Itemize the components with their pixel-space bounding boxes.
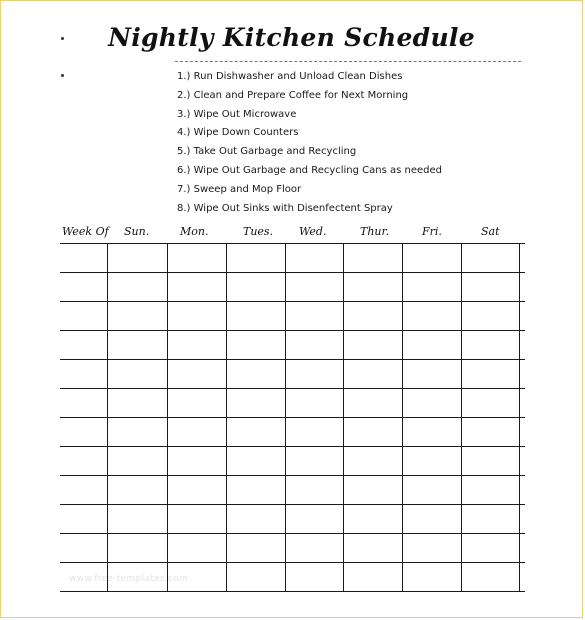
- grid-row-line: [60, 417, 525, 418]
- schedule-grid: [60, 243, 525, 593]
- grid-column-line: [343, 243, 344, 592]
- grid-column-line: [461, 243, 462, 592]
- task-item: 2.) Clean and Prepare Coffee for Next Morning: [177, 89, 409, 101]
- grid-row-line: [60, 533, 525, 534]
- column-header-sun: Sun.: [124, 225, 150, 238]
- grid-row-line: [60, 475, 525, 476]
- grid-column-line: [107, 243, 108, 592]
- grid-column-line: [519, 243, 520, 592]
- grid-column-line: [285, 243, 286, 592]
- task-item: 7.) Sweep and Mop Floor: [177, 183, 302, 195]
- column-header-thur: Thur.: [360, 225, 390, 238]
- title-divider: [175, 61, 521, 62]
- column-header-fri: Fri.: [422, 225, 442, 238]
- schedule-header-row: [60, 225, 524, 243]
- task-item: 3.) Wipe Out Microwave: [177, 108, 297, 120]
- watermark-text: www.free-templates.com: [69, 574, 189, 584]
- task-item: 5.) Take Out Garbage and Recycling: [177, 146, 357, 158]
- grid-row-line: [60, 504, 525, 505]
- column-header-sat: Sat: [481, 225, 500, 238]
- task-item: 8.) Wipe Out Sinks with Disenfectent Spray: [177, 202, 393, 214]
- grid-column-line: [226, 243, 227, 592]
- column-header-mon: Mon.: [180, 225, 209, 238]
- task-item: 4.) Wipe Down Counters: [177, 127, 299, 139]
- grid-row-line: [60, 330, 525, 331]
- grid-row-line: [60, 562, 525, 563]
- grid-row-line: [60, 359, 525, 360]
- column-header-wed: Wed.: [299, 225, 327, 238]
- grid-row-line: [60, 301, 525, 302]
- grid-row-line: [60, 591, 525, 592]
- column-header-tues: Tues.: [243, 225, 274, 238]
- grid-row-line: [60, 243, 525, 244]
- grid-row-line: [60, 446, 525, 447]
- grid-row-line: [60, 272, 525, 273]
- grid-column-line: [167, 243, 168, 592]
- task-list: [177, 68, 442, 218]
- speck-mark: [61, 37, 64, 40]
- page-title: Nightly Kitchen Schedule: [108, 23, 475, 52]
- column-header-week-of: Week Of: [62, 225, 109, 238]
- task-item: 1.) Run Dishwasher and Unload Clean Dishes: [177, 71, 403, 82]
- grid-row-line: [60, 388, 525, 389]
- grid-column-line: [402, 243, 403, 592]
- speck-mark: [61, 74, 64, 77]
- task-item: 6.) Wipe Out Garbage and Recycling Cans as needed: [177, 164, 443, 176]
